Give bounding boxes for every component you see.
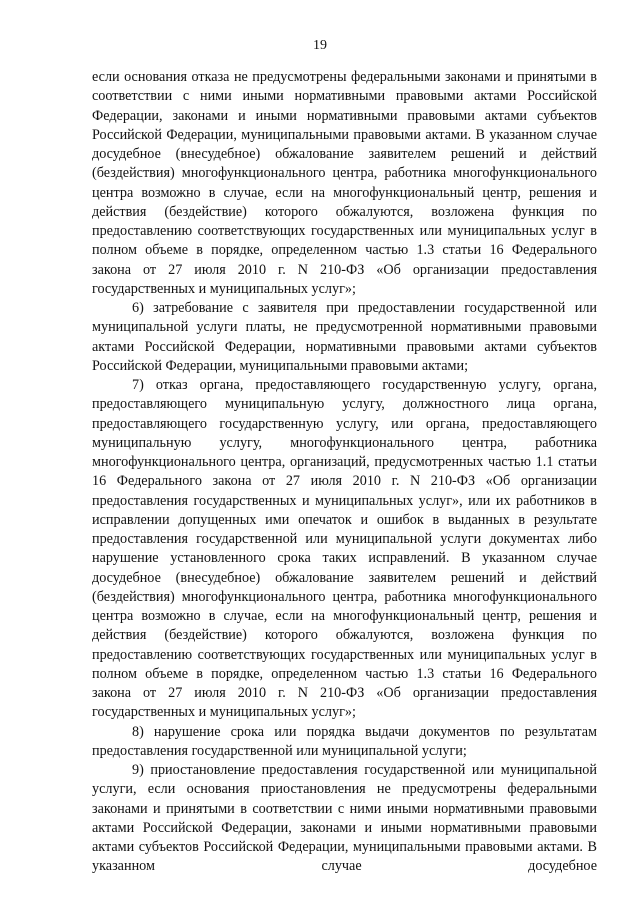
paragraph-item-6: 6) затребование с заявителя при предоставлении государственной или муниципальной услуги платы, не предусмотренной нормативными правовыми актами Российской Федерации, нормативными правовыми актами субъектов Российской Федерации, муниципальными правовыми актами;: [92, 300, 597, 374]
paragraph-continuation: если основания отказа не предусмотрены федеральными законами и принятыми в соответствии с ними иными нормативными правовыми актами Российской Федерации, законами и иными нормативными правовыми актами субъектов Российской Федерации, муниципальными правовыми актами. В указанном случае досудебное (внесудебное) обжалование заявителем решений и действий (бездействия) многофункционального центра, работника многофункционального центра возможно в случае, если на многофункциональный центр, решения и действия (бездействие) которого обжалуются, возложена функция по предоставлению соответствующих государственных или муниципальных услуг в полном объеме в порядке, определенном частью 1.3 статьи 16 Федерального закона от 27 июля 2010 г. N 210-ФЗ «Об организации предоставления государственных и муниципальных услуг»;: [92, 69, 597, 297]
document-body: [92, 68, 597, 877]
paragraph-item-9: 9) приостановление предоставления государственной или муниципальной услуги, если основания приостановления не предусмотрены федеральными законами и принятыми в соответствии с ними иными нормативными правовыми актами Российской Федерации, законами и иными нормативными правовыми актами субъектов Российской Федерации, муниципальными правовыми актами. В указанном случае досудебное: [92, 762, 597, 875]
page-number: 19: [313, 38, 327, 53]
paragraph-item-7: 7) отказ органа, предоставляющего государственную услугу, органа, предоставляющего муниципальную услугу, должностного лица органа, предоставляющего государственную услугу, или органа, предоставляющего муниципальную услугу, многофункционального центра, работника многофункционального центра, организаций, предусмотренных частью 1.1 статьи 16 Федерального закона от 27 июля 2010 г. N 210-ФЗ «Об организации предоставления государственных и муниципальных услуг», или их работников в исправлении допущенных ими опечаток и ошибок в выданных в результате предоставления государственной или муниципальной услуги документах либо нарушение установленного срока таких исправлений. В указанном случае досудебное (внесудебное) обжалование заявителем решений и действий (бездействия) многофункционального центра, работника многофункционального центра возможно в случае, если на многофункциональный центр, решения и действия (бездействие) которого обжалуются, возложена функция по предоставлению соответствующих государственных или муниципальных услуг в полном объеме в порядке, определенном частью 1.3 статьи 16 Федерального закона от 27 июля 2010 г. N 210-ФЗ «Об организации предоставления государственных и муниципальных услуг»;: [92, 377, 597, 721]
paragraph-item-8: 8) нарушение срока или порядка выдачи документов по результатам предоставления государственной или муниципальной услуги;: [92, 723, 597, 759]
